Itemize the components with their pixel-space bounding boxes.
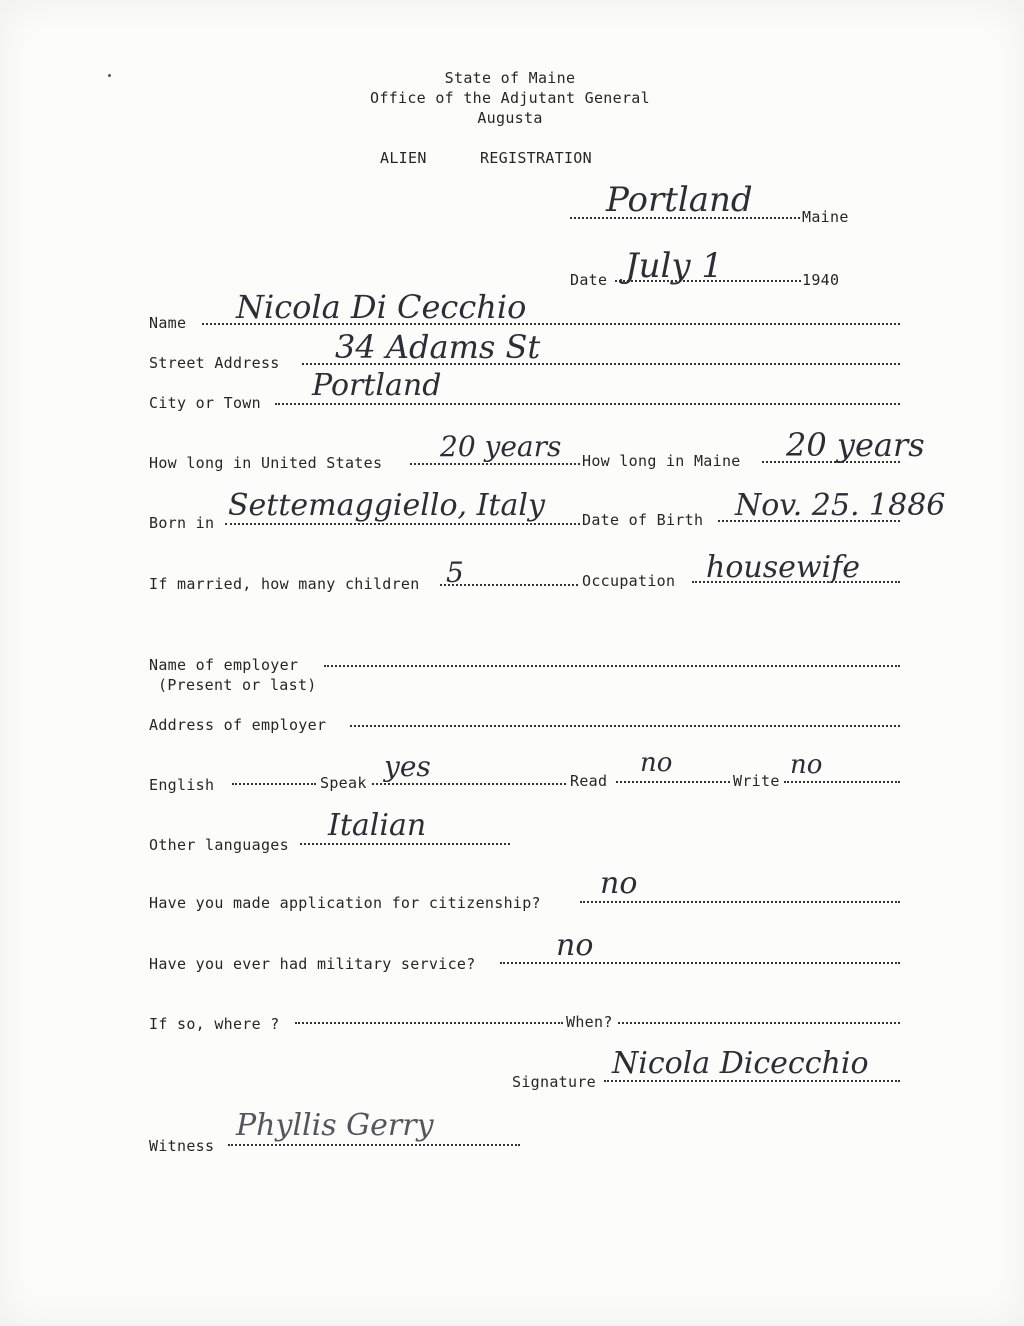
when-dotted-line [618, 1018, 900, 1024]
dob-handwritten: Nov. 25. 1886 [735, 488, 946, 523]
employer-name-dotted-line [324, 661, 900, 667]
maine-duration-handwritten: 20 years [786, 426, 925, 464]
witness-label: Witness [149, 1137, 215, 1155]
name-handwritten: Nicola Di Cecchio [236, 288, 527, 326]
employer-name-label: Name of employer [149, 656, 299, 674]
read-handwritten: no [640, 748, 673, 778]
header-state: State of Maine [444, 69, 576, 87]
occupation-handwritten: housewife [706, 550, 860, 585]
header-city: Augusta [477, 109, 543, 127]
date-year: 1940 [802, 271, 840, 289]
where-label: If so, where ? [149, 1015, 280, 1033]
write-handwritten: no [790, 750, 823, 780]
form-title-alien: ALIEN [380, 149, 427, 167]
maine-duration-label: How long in Maine [582, 452, 741, 470]
military-label: Have you ever had military service? [149, 955, 476, 973]
occupation-label: Occupation [582, 572, 676, 590]
english-dotted-line [232, 779, 316, 785]
signature-handwritten: Nicola Dicecchio [612, 1046, 869, 1081]
citizenship-handwritten: no [600, 866, 638, 901]
speak-handwritten: yes [384, 750, 431, 783]
city-handwritten: Portland [312, 368, 442, 403]
us-duration-handwritten: 20 years [440, 430, 562, 463]
read-dotted-line [616, 777, 730, 783]
speak-label: Speak [320, 774, 367, 792]
employer-address-label: Address of employer [149, 716, 327, 734]
when-label: When? [566, 1013, 613, 1031]
name-label: Name [149, 314, 187, 332]
us-duration-label: How long in United States [149, 454, 383, 472]
header-office: Office of the Adjutant General [370, 89, 650, 107]
date-handwritten: July 1 [625, 246, 724, 286]
witness-handwritten: Phyllis Gerry [236, 1108, 434, 1143]
military-handwritten: no [556, 928, 594, 963]
dob-label: Date of Birth [582, 511, 704, 529]
citizenship-label: Have you made application for citizenship? [149, 894, 541, 912]
english-label: English [149, 776, 215, 794]
employer-name-sublabel: (Present or last) [158, 676, 317, 694]
other-languages-label: Other languages [149, 836, 289, 854]
city-label: City or Town [149, 394, 261, 412]
stray-mark [108, 74, 111, 77]
children-handwritten: 5 [446, 556, 464, 589]
street-label: Street Address [149, 354, 280, 372]
write-label: Write [733, 772, 780, 790]
other-languages-handwritten: Italian [328, 808, 427, 843]
date-label: Date [570, 271, 608, 289]
street-handwritten: 34 Adams St [335, 328, 541, 366]
place-state-label: Maine [802, 208, 849, 226]
birthplace-handwritten: Settemaggiello, Italy [228, 488, 545, 523]
place-handwritten: Portland [606, 180, 753, 220]
read-label: Read [570, 772, 608, 790]
birthplace-label: Born in [149, 514, 215, 532]
employer-address-dotted-line [350, 721, 900, 727]
where-dotted-line [295, 1018, 563, 1024]
signature-label: Signature [512, 1073, 596, 1091]
form-title-registration: REGISTRATION [480, 149, 592, 167]
children-label: If married, how many children [149, 575, 420, 593]
